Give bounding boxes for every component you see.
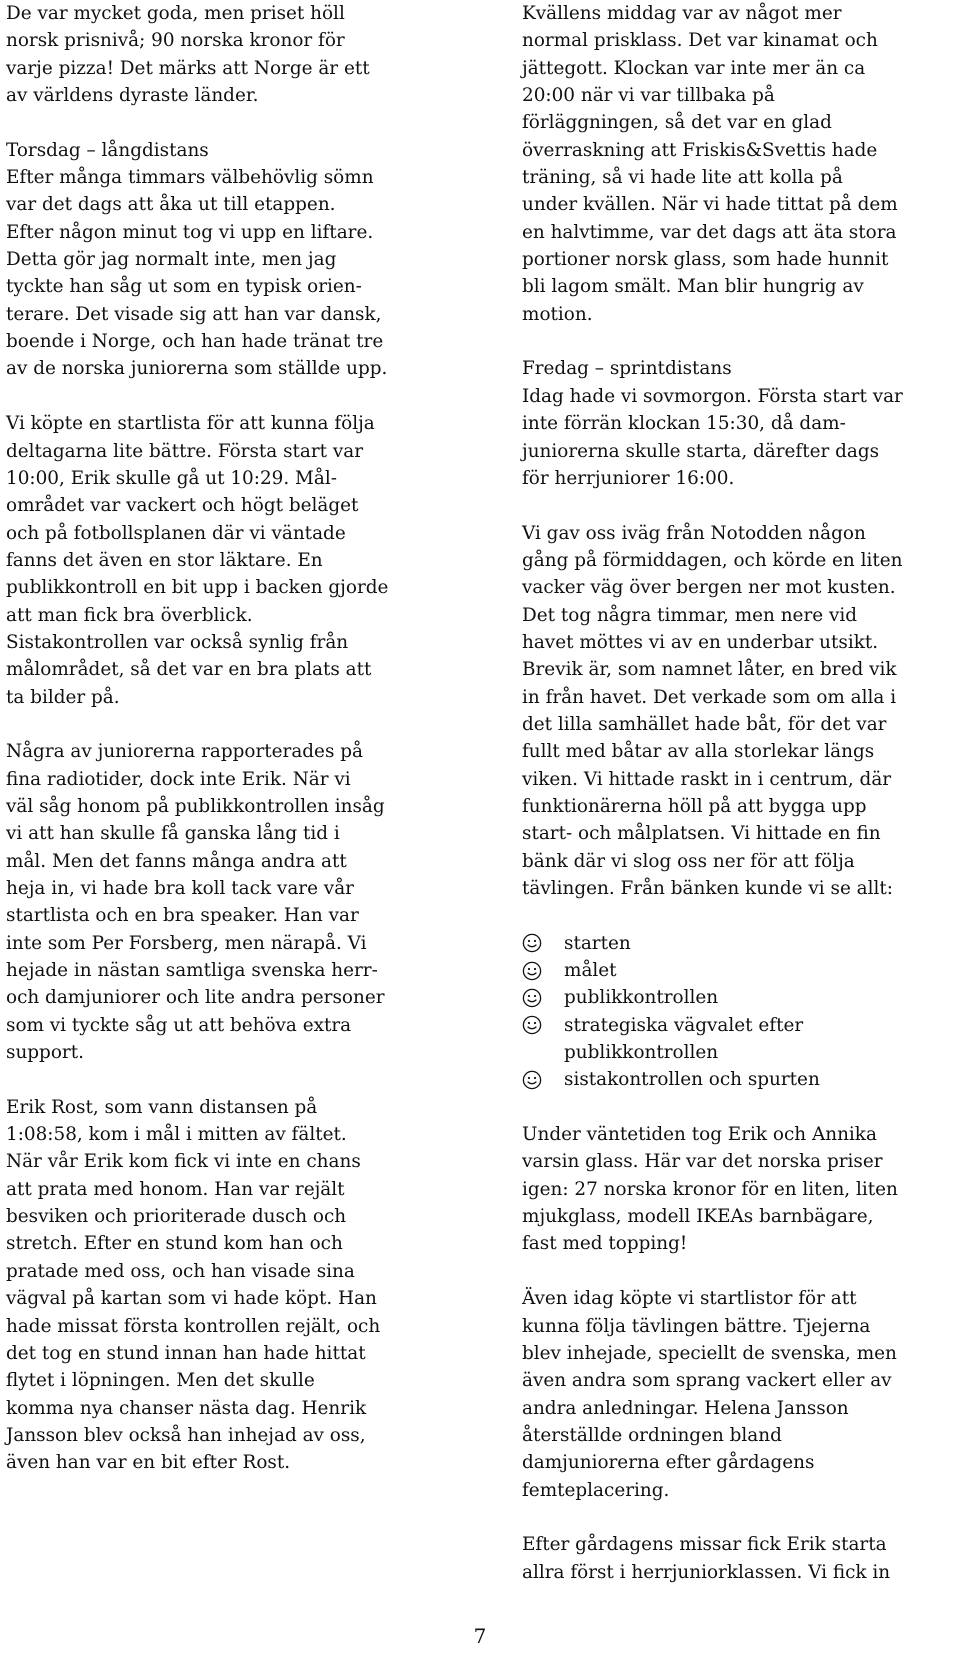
list-item bbox=[522, 984, 960, 1011]
list-item-text: sistakontrollen och spurten bbox=[564, 1069, 820, 1091]
paragraph: De var mycket goda, men priset höll norsk prisnivå; 90 norska kronor för varje pizza! Det märks att Norge är ett av världens dyraste länder. bbox=[6, 3, 370, 107]
paragraph: Även idag köpte vi startlistor för att kunna följa tävlingen bättre. Tjejerna blev inhejade, speciellt de svenska, men även andra som sprang vackert eller av andra anledningar. Helena Jansson återställde ordningen bland damjuniorerna efter gårdagens femteplacering. bbox=[522, 1288, 897, 1501]
list-item bbox=[522, 1012, 960, 1067]
section-heading-torsdag: Torsdag – långdistans bbox=[6, 139, 209, 161]
paragraph: Erik Rost, som vann distansen på 1:08:58, kom i mål i mitten av fältet. När vår Erik kom fick vi inte en chans att prata med honom. Han var rejält besviken och prioriterade dusch och stretch. Efter en stund kom han och pratade med oss, och han visade sina vägval på kartan som vi hade köpt. Han hade missat första kontrollen rejält, och det tog en stund innan han hade hittat flytet i löpningen. Men det skulle komma nya chanser nästa dag. Henrik Jansson blev också han inhejad av oss, även han var en bit efter Rost. bbox=[6, 1096, 381, 1474]
list-item-text: strategiska vägvalet efter publikkontrollen bbox=[564, 1014, 804, 1064]
smiley-icon bbox=[522, 957, 564, 984]
section-heading-fredag: Fredag – sprintdistans bbox=[522, 358, 732, 380]
paragraph: Vi köpte en startlista för att kunna följa deltagarna lite bättre. Första start var 10:00, Erik skulle gå ut 10:29. Mål- området var vackert och högt beläget och på fotbollsplanen där vi väntade fanns det även en stor läktare. En publikkontroll en bit upp i backen gjorde att man fick bra överblick. Sistakontrollen var också synlig från målområdet, så det var en bra plats att ta bilder på. bbox=[6, 413, 389, 708]
right-column bbox=[522, 0, 960, 1586]
paragraph: Idag hade vi sovmorgon. Första start var inte förrän klockan 15:30, då dam- juniorerna skulle starta, därefter dags för herrjuniorer 16:00. bbox=[522, 385, 903, 489]
list-item-text: målet bbox=[564, 960, 617, 982]
list-item bbox=[522, 957, 960, 984]
smiley-icon bbox=[522, 984, 564, 1011]
smiley-icon bbox=[522, 1012, 564, 1039]
list-item bbox=[522, 930, 960, 957]
list-item-text: publikkontrollen bbox=[564, 987, 719, 1009]
paragraph: Efter många timmars välbehövlig sömn var det dags att åka ut till etappen. Efter någon minut tog vi upp en liftare. Detta gör jag normalt inte, men jag tyckte han såg ut som en typisk orien- terare. Det visade sig att han var dansk, boende i Norge, och han hade tränat tre av de norska juniorerna som ställde upp. bbox=[6, 167, 388, 380]
bullet-list bbox=[522, 930, 960, 1094]
list-item bbox=[522, 1066, 960, 1093]
smiley-icon bbox=[522, 1066, 564, 1093]
paragraph: Efter gårdagens missar fick Erik starta allra först i herrjuniorklassen. Vi fick in bbox=[522, 1534, 891, 1583]
paragraph: Kvällens middag var av något mer normal prisklass. Det var kinamat och jättegott. Klockan var inte mer än ca 20:00 när vi var tillbaka på förläggningen, så det var en glad överraskning att Friskis&Svettis hade träning, så vi hade lite att kolla på under kvällen. När vi hade tittat på dem en halvtimme, var det dags att äta stora portioner norsk glass, som hade hunnit bli lagom smält. Man blir hungrig av motion. bbox=[522, 3, 898, 325]
paragraph: Under väntetiden tog Erik och Annika varsin glass. Här var det norska priser igen: 27 norska kronor för en liten, liten mjukglass, modell IKEAs barnbägare, fast med topping! bbox=[522, 1124, 898, 1255]
list-item-text: starten bbox=[564, 932, 631, 954]
paragraph: Några av juniorerna rapporterades på fina radiotider, dock inte Erik. När vi väl såg honom på publikkontrollen insåg vi att han skulle få ganska lång tid i mål. Men det fanns många andra att heja in, vi hade bra koll tack vare vår startlista och en bra speaker. Han var inte som Per Forsberg, men närapå. Vi hejade in nästan samtliga svenska herr- och damjuniorer och lite andra personer som vi tyckte såg ut att behöva extra support. bbox=[6, 741, 385, 1064]
left-column bbox=[6, 0, 446, 1477]
paragraph: Vi gav oss iväg från Notodden någon gång på förmiddagen, och körde en liten vacker väg över bergen ner mot kusten. Det tog några timmar, men nere vid havet möttes vi av en underbar utsikt. Brevik är, som namnet låter, en bred vik in från havet. Det verkade som om alla i det lilla samhället hade båt, för det var fullt med båtar av alla storlekar längs viken. Vi hittade raskt in i centrum, där funktionärerna höll på att bygga upp start- och målplatsen. Vi hittade en fin bänk där vi slog oss ner för att följa tävlingen. Från bänken kunde vi se allt: bbox=[522, 522, 903, 899]
page-number: 7 bbox=[473, 1624, 487, 1648]
smiley-icon bbox=[522, 930, 564, 957]
